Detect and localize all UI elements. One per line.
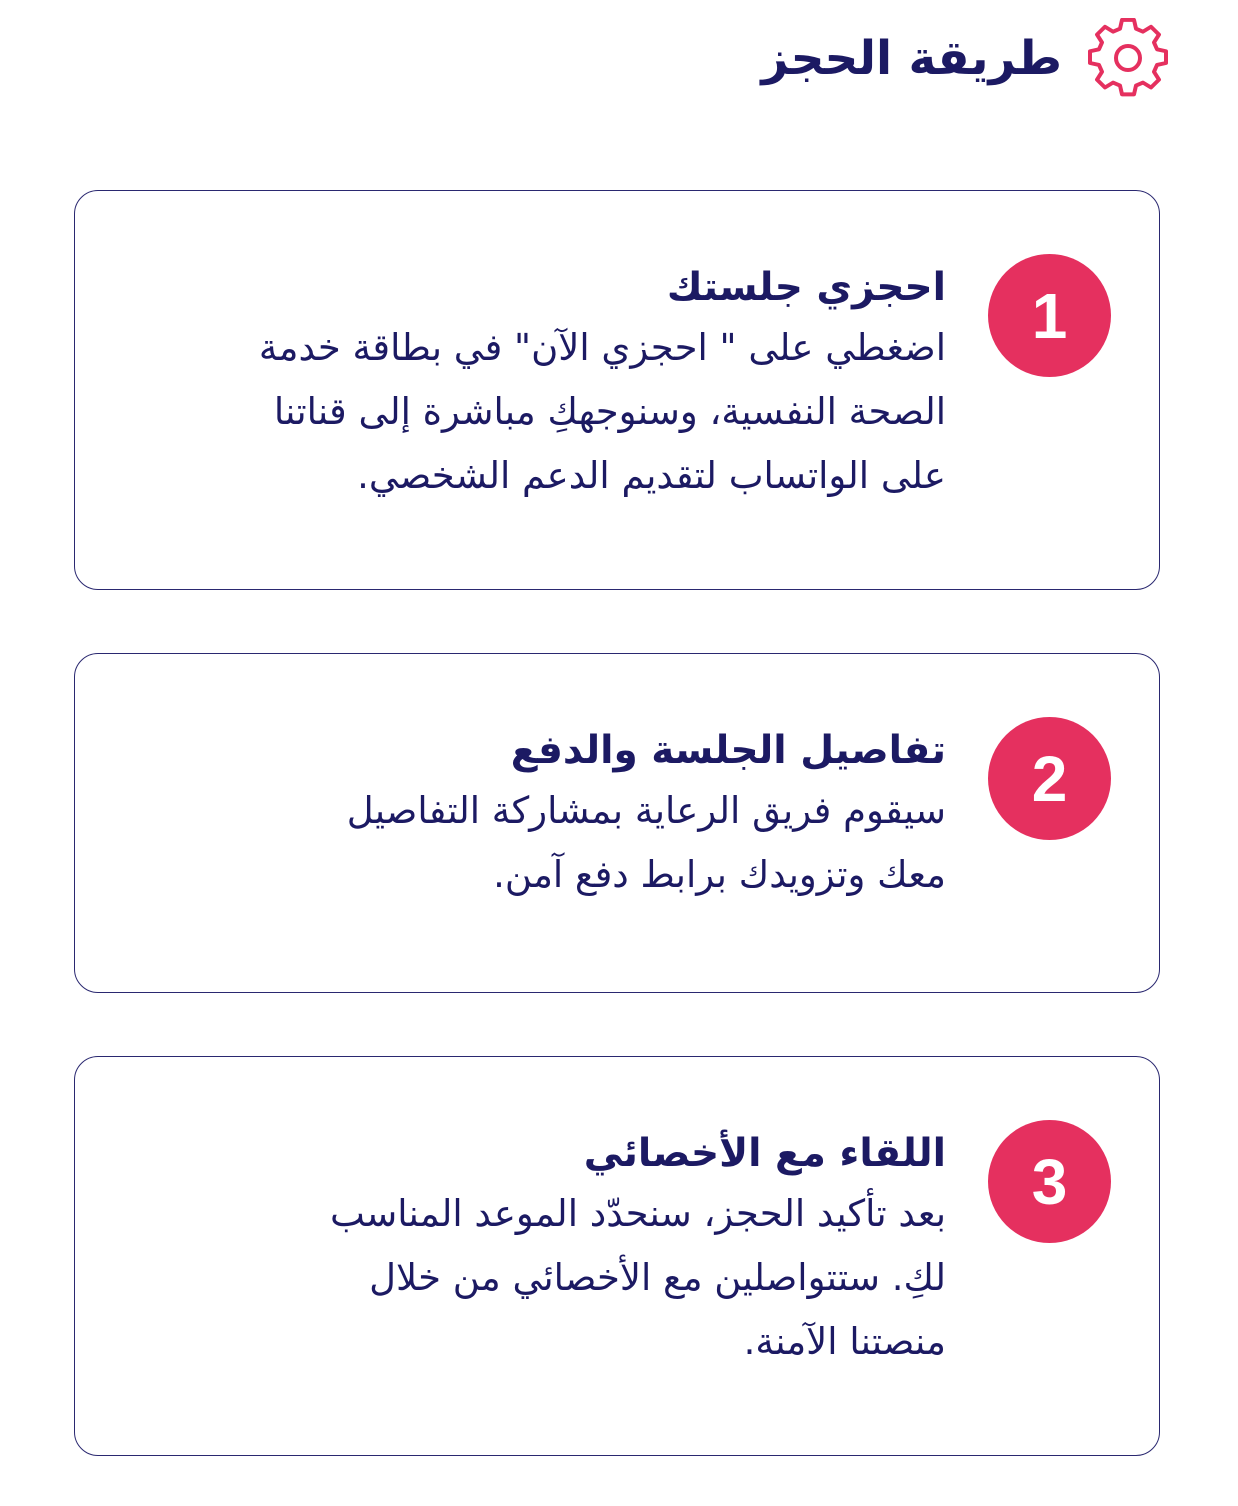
step-description: بعد تأكيد الحجز، سنحدّد الموعد المناسب لكِ. ستتواصلين مع الأخصائي من خلال منصتنا الآمنة.	[329, 1191, 946, 1363]
step-title: اللقاء مع الأخصائي	[583, 1131, 946, 1176]
step-card-2	[74, 653, 1160, 993]
step-title: تفاصيل الجلسة والدفع	[510, 728, 946, 773]
step-number-badge: 1	[988, 254, 1111, 377]
step-title: احجزي جلستك	[666, 265, 946, 310]
page-title: طريقة الحجز	[761, 30, 1062, 86]
step-number-badge: 2	[988, 717, 1111, 840]
gear-icon	[1088, 18, 1168, 98]
step-card-3	[74, 1056, 1160, 1456]
step-content	[146, 263, 946, 508]
step-card-1	[74, 190, 1160, 590]
step-content	[146, 726, 946, 907]
step-number-badge: 3	[988, 1120, 1111, 1243]
section-header	[761, 18, 1168, 98]
step-content	[146, 1129, 946, 1374]
step-description: اضغطي على " احجزي الآن" في بطاقة خدمة الصحة النفسية، وسنوجهكِ مباشرة إلى قناتنا على الواتساب لتقديم الدعم الشخصي.	[258, 325, 946, 497]
step-description: سيقوم فريق الرعاية بمشاركة التفاصيل معك وتزويدك برابط دفع آمن.	[346, 788, 946, 896]
